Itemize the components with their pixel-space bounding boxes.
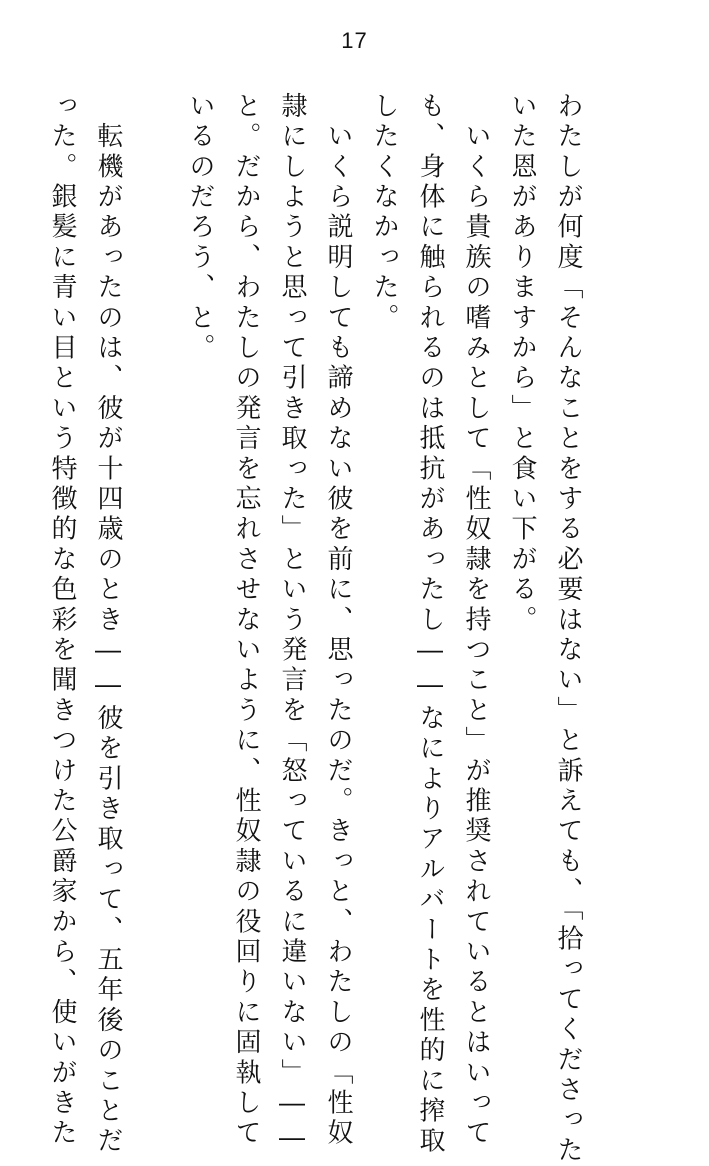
text-line: いるのだろう、と。: [185, 92, 215, 364]
text-line: も、身体に触られるのは抵抗があったし――なによりアルバートを性的に搾取: [415, 92, 445, 1157]
page-number: 17: [341, 28, 368, 53]
text-line: いた恩がありますから」と食い下がる。: [507, 92, 537, 636]
text-line: 隷にしようと思って引き取った」という発言を「怒っているに違いない」――: [277, 92, 307, 1157]
text-line: 転機があったのは、彼が十四歳のとき――彼を引き取って、五年後のことだ: [93, 92, 123, 1157]
text-line: したくなかった。: [369, 92, 399, 334]
blank-line: [131, 92, 177, 952]
text-line: わたしが何度「そんなことをする必要はない」と訴えても、「拾ってくださった: [553, 92, 583, 1166]
text-line: いくら貴族の嗜みとして「性奴隷を持つこと」が推奨されているとはいって: [461, 92, 491, 1149]
text-line: と。だから、わたしの発言を忘れさせないように、性奴隷の役回りに固執して: [231, 92, 261, 1149]
text-line: いくら説明しても諦めない彼を前に、思ったのだ。きっと、わたしの「性奴: [323, 92, 353, 1149]
vertical-text-body: [39, 92, 591, 1166]
text-line: った。銀髪に青い目という特徴的な色彩を聞きつけた公爵家から、使いがきた: [47, 92, 77, 1149]
